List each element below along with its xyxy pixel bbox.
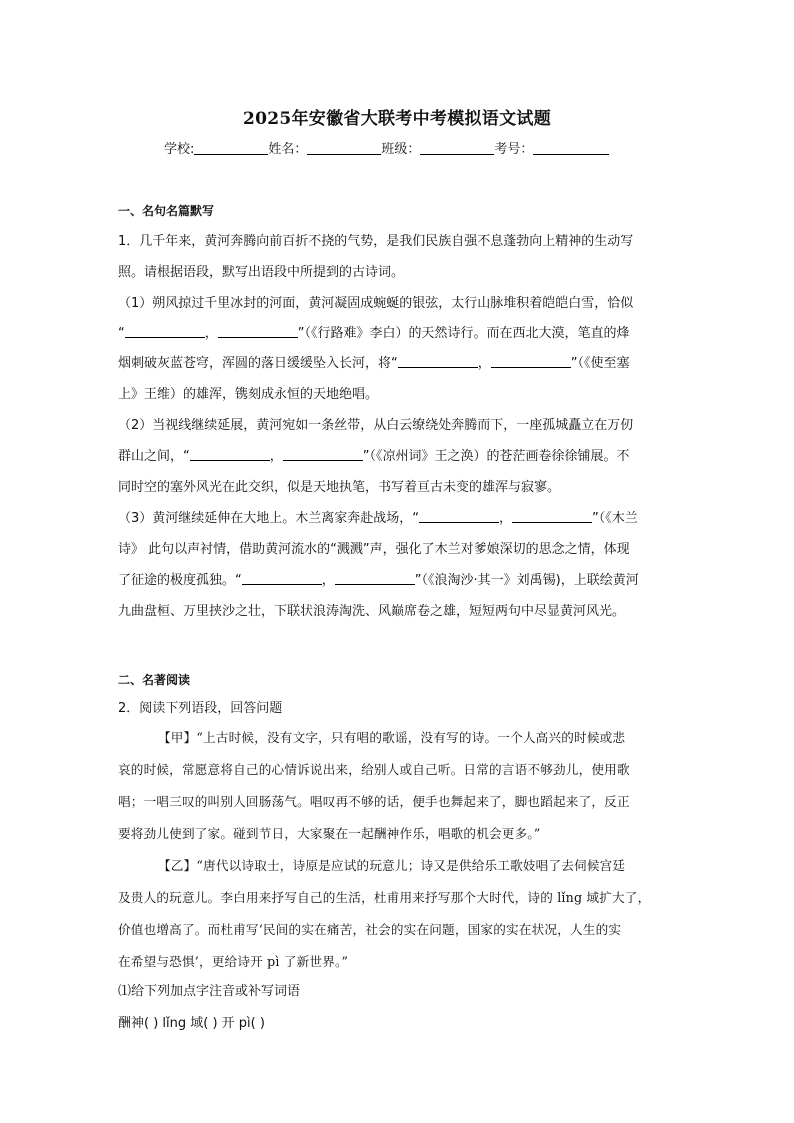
subquestion-1: ⑴给下列加点字注音或补写词语 [118, 984, 301, 999]
section1-heading: 一、名句名篇默写 [118, 204, 215, 218]
q1-line-10: （3）黄河继续延伸在大地上。木兰离家奔赴战场，“ ， ”（《木兰 [118, 511, 638, 526]
q1-line-13: 九曲盘桓、万里挟沙之壮，下联状浪涛淘洗、风巅席卷之雄，短短两句中尽显黄河风光。 [118, 604, 626, 619]
passage-jia-line-3: 唱；一唱三叹的叫别人回肠荡气。唱叹再不够的话，便手也舞起来了，脚也蹈起来了，反正 [118, 794, 630, 809]
q1-line-7: （2）当视线继续延展，黄河宛如一条丝带，从白云缭绕处奔腾而下，一座孤城矗立在万仞 [118, 418, 634, 433]
school-label: 学校: [164, 142, 195, 157]
answer-blank[interactable] [190, 448, 270, 461]
answer-blank[interactable] [283, 448, 363, 461]
answer-blank[interactable] [242, 572, 322, 585]
answer-blank[interactable] [335, 572, 415, 585]
name-label: 姓名： [268, 142, 308, 157]
answer-blank[interactable] [512, 510, 592, 523]
answer-blank[interactable] [398, 355, 478, 368]
class-blank[interactable] [420, 141, 494, 155]
answer-blank[interactable] [419, 510, 499, 523]
passage-jia-line-2: 哀的时候，常愿意将自己的心情诉说出来，给别人或自己听。日常的言语不够劲儿，使用歌 [118, 762, 630, 777]
q2-prompt: 2．阅读下列语段，回答问题 [118, 701, 283, 716]
student-info-line [164, 138, 609, 157]
q1-line-9: 同时空的塞外风光在此交织，似是天地执笔，书写着亘古未变的雄浑与寂寥。 [118, 480, 561, 495]
q1-line-12: 了征途的极度孤独。“ ， ”（《浪淘沙·其一》刘禹锡)，上联绘黄河 [118, 573, 639, 588]
exam-title: 2025年安徽省大联考中考模拟语文试题 [242, 109, 551, 129]
passage-jia-line-4: 要将劲儿使到了家。碰到节日，大家聚在一起酬神作乐，唱歌的机会更多。” [118, 826, 541, 841]
q1-line-1: 1．几千年来，黄河奔腾向前百折不挠的气势，是我们民族自强不息蓬勃向上精神的生动写 [118, 234, 634, 249]
answer-blank[interactable] [218, 325, 298, 338]
exam-no-label: 考号： [494, 142, 534, 157]
section2-heading: 二、名著阅读 [118, 673, 191, 687]
answer-blank[interactable] [491, 355, 571, 368]
school-blank[interactable] [194, 141, 268, 155]
passage-yi-line-1: 【乙】“唐代以诗取士，诗原是应试的玩意儿；诗又是供给乐工歌妓唱了去伺候宫廷 [158, 858, 626, 873]
q1-line-2: 照。请根据语段，默写出语段中所提到的古诗词。 [118, 265, 405, 280]
passage-yi-line-3: 价值也增高了。而杜甫写‘民间的实在痛苦，社会的实在问题，国家的实在状况，人生的实 [118, 922, 622, 937]
q1-line-8: 群山之间，“ ， ”（《凉州词》王之涣）的苍茫画卷徐徐铺展。不 [118, 449, 630, 464]
class-label: 班级： [381, 142, 421, 157]
exam-no-blank[interactable] [533, 141, 609, 155]
q1-line-4: “ ， ”（《行路难》李白）的天然诗行。而在西北大漠，笔直的烽 [118, 326, 630, 341]
q1-line-5: 烟刺破灰蓝苍穹，浑圆的落日缓缓坠入长河，将“ ， ”（《使至塞 [118, 356, 630, 371]
subquestion-1-items: 酬神( ) lǐng 域( ) 开 pì( ) [118, 1016, 265, 1031]
q1-line-6: 上》王维）的雄浑，镌刻成永恒的天地绝唱。 [118, 387, 379, 402]
passage-yi-line-2: 及贵人的玩意儿。李白用来抒写自己的生活，杜甫用来抒写那个大时代，诗的 lǐng 域扩大了， [118, 890, 651, 905]
passage-yi-line-4: 在希望与恐惧’，更给诗开 pì 了新世界。” [118, 954, 349, 969]
q1-line-3: （1）朔风掠过千里冰封的河面，黄河凝固成蜿蜒的银弦，太行山脉堆积着皑皑白雪，恰似 [118, 296, 634, 311]
q1-line-11: 诗》 此句以声衬情，借助黄河流水的“溅溅”声，强化了木兰对爹娘深切的思念之情，体现 [118, 542, 630, 557]
passage-jia-line-1: 【甲】“上古时候，没有文字，只有唱的歌谣，没有写的诗。一个人高兴的时候或悲 [158, 730, 626, 745]
answer-blank[interactable] [125, 325, 205, 338]
name-blank[interactable] [307, 141, 381, 155]
